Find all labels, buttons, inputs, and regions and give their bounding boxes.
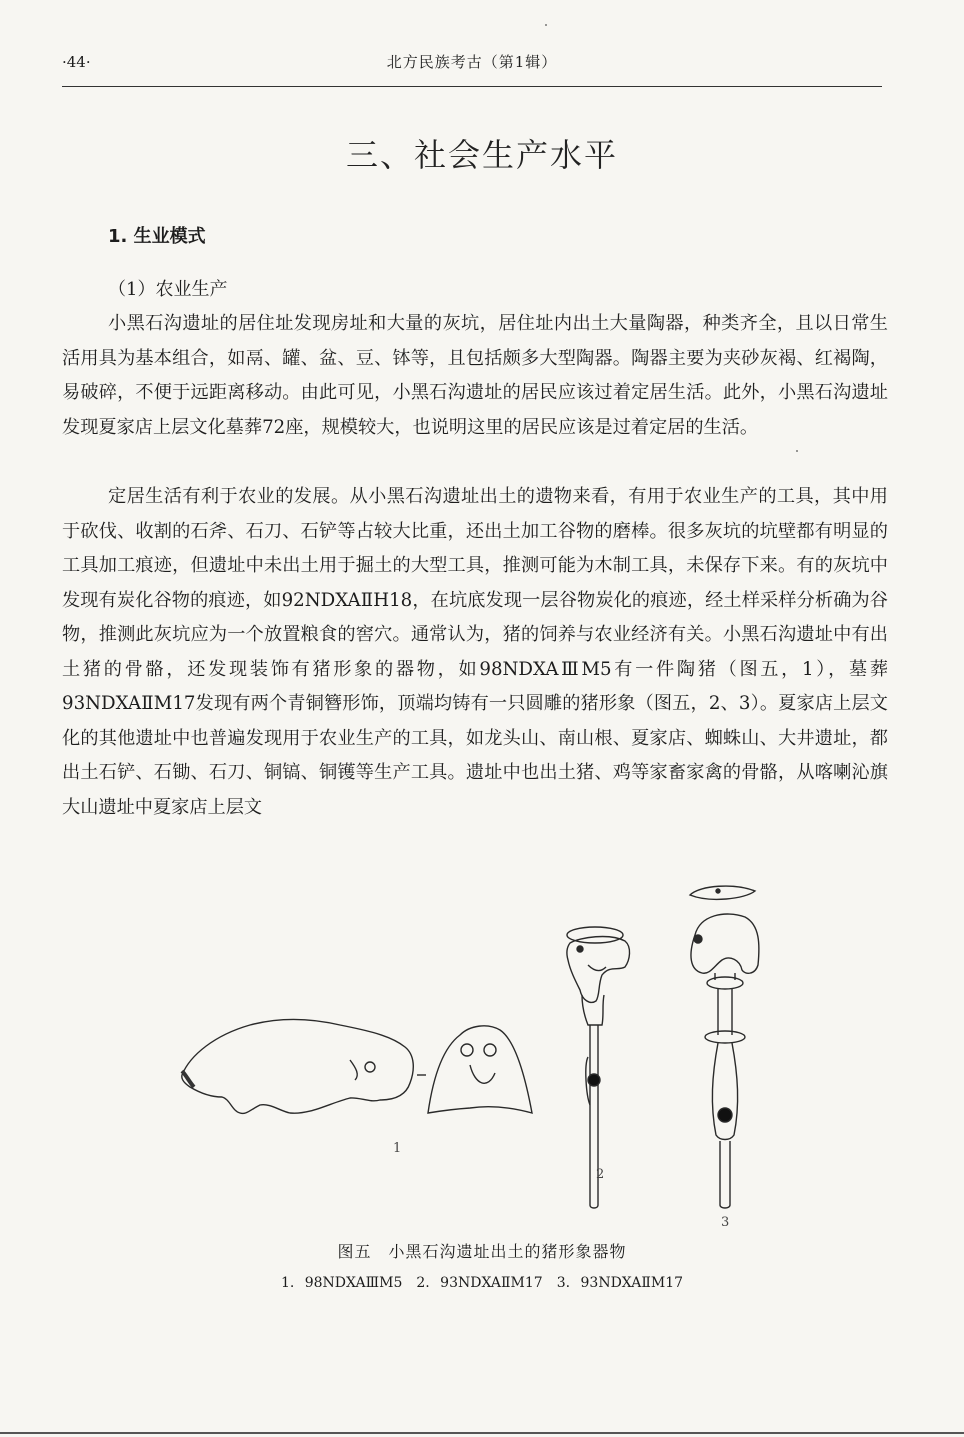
bronze-pin-3-drawing <box>690 886 759 1208</box>
page-number: ·44· <box>62 53 91 71</box>
pottery-pig-front-drawing <box>428 1026 532 1113</box>
paragraph-1: 小黑石沟遗址的居住址发现房址和大量的灰坑，居住址内出土大量陶器，种类齐全，且以日常生活用具为基本组合，如鬲、罐、盆、豆、钵等，且包括颇多大型陶器。陶器主要为夹砂灰褐、红褐陶，易破碎，不便于远距离移动。由此可见，小黑石沟遗址的居民应该过着定居生活。此外，小黑石沟遗址发现夏家店上层文化墓葬72座，规模较大，也说明这里的居民应该是过着定居的生活。 <box>62 313 888 438</box>
figure-caption: 图五 小黑石沟遗址出土的猪形象器物 <box>337 1242 627 1261</box>
running-title: 北方民族考古（第1辑） <box>386 53 558 71</box>
figure-label-3: 3 <box>721 1215 730 1230</box>
figure-5 <box>170 875 790 1235</box>
subsubheading: （1）农业生产 <box>108 279 228 300</box>
figure-label-2: 2 <box>596 1167 605 1182</box>
figure-item-list: 1. 98NDXAⅢM5 2. 93NDXAⅡM17 3. 93NDXAⅡM17 <box>280 1275 684 1291</box>
scan-speck <box>545 24 547 26</box>
section-title: 三、社会生产水平 <box>345 136 618 174</box>
figure-label-1: 1 <box>393 1141 402 1156</box>
bronze-pin-2-drawing <box>567 927 630 1208</box>
subheading: 1. 生业模式 <box>108 226 206 247</box>
scan-speck <box>796 450 798 452</box>
scan-edge-line <box>0 1432 964 1434</box>
pottery-pig-side-drawing <box>182 1019 413 1113</box>
figure-illustration <box>170 875 790 1235</box>
paragraph-2: 定居生活有利于农业的发展。从小黑石沟遗址出土的遗物来看，有用于农业生产的工具，其中用于砍伐、收割的石斧、石刀、石铲等占较大比重，还出土加工谷物的磨棒。很多灰坑的坑壁都有明显的工具加工痕迹，但遗址中未出土用于掘土的大型工具，推测可能为木制工具，未保存下来。有的灰坑中发现有炭化谷物的痕迹，如92NDXAⅡH18，在坑底发现一层谷物炭化的痕迹，经土样采样分析确为谷物，推测此灰坑应为一个放置粮食的窖穴。通常认为，猪的饲养与农业经济有关。小黑石沟遗址中有出土猪的骨骼，还发现装饰有猪形象的器物，如98NDXAⅢM5有一件陶猪（图五，1），墓葬93NDXAⅡM17发现有两个青铜簪形饰，顶端均铸有一只圆雕的猪形象（图五，2、3）。夏家店上层文化的其他遗址中也普遍发现用于农业生产的工具，如龙头山、南山根、夏家店、蜘蛛山、大井遗址，都出土石铲、石锄、石刀、铜镐、铜镬等生产工具。遗址中也出土猪、鸡等家畜家禽的骨骼，从喀喇沁旗大山遗址中夏家店上层文 <box>62 486 888 818</box>
page-header <box>62 50 882 87</box>
